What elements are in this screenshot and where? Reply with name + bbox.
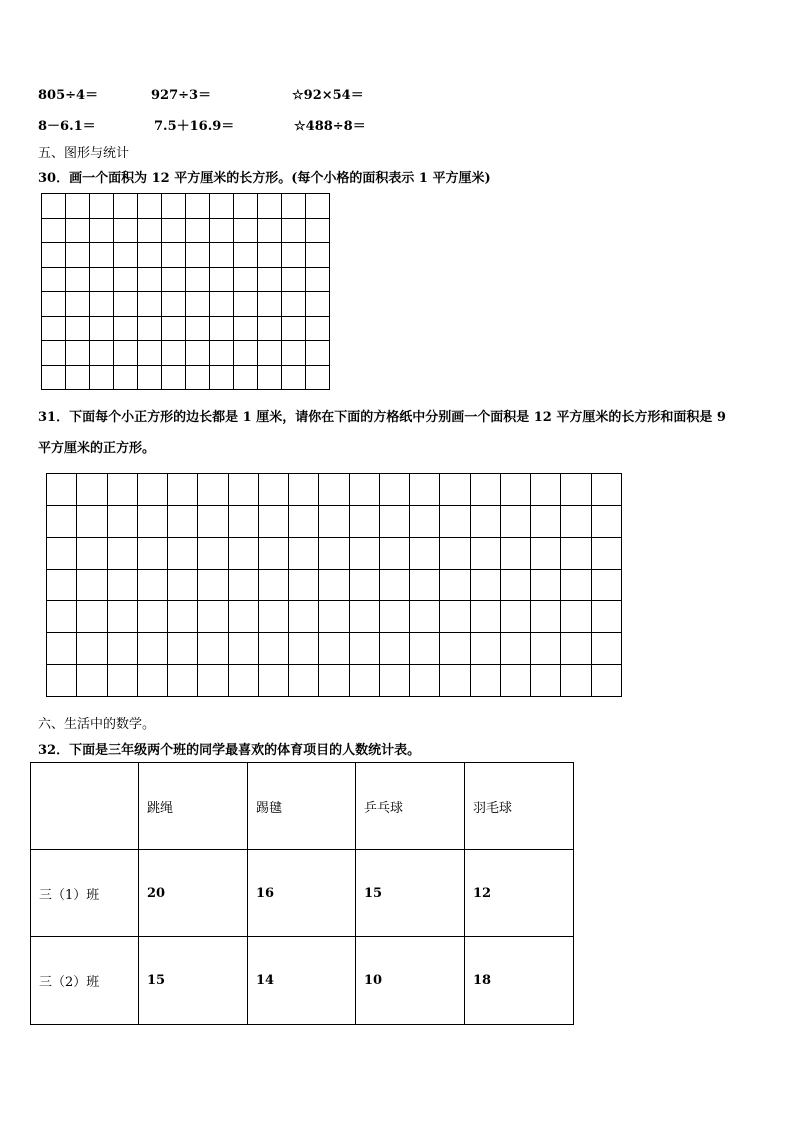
grid-row <box>42 316 330 341</box>
grid-cell[interactable] <box>258 537 288 569</box>
grid-cell[interactable] <box>319 601 349 633</box>
grid-cell[interactable] <box>440 474 470 506</box>
grid-cell[interactable] <box>47 633 77 665</box>
grid-cell[interactable] <box>234 341 258 366</box>
question-30: 30．画一个面积为 12 平方厘米的长方形。(每个小格的面积表示 1 平方厘米) <box>38 171 491 186</box>
section-title: 五、图形与统计 <box>38 146 130 161</box>
grid-cell[interactable] <box>228 505 258 537</box>
grid-cell[interactable] <box>470 474 500 506</box>
grid-cell[interactable] <box>258 267 282 292</box>
grid-cell[interactable] <box>90 365 114 390</box>
grid-cell[interactable] <box>258 194 282 219</box>
grid-cell[interactable] <box>42 316 66 341</box>
grid-cell[interactable] <box>258 316 282 341</box>
grid-cell[interactable] <box>137 665 167 697</box>
grid-cell[interactable] <box>228 633 258 665</box>
grid-cell[interactable] <box>90 194 114 219</box>
grid-cell[interactable] <box>66 365 90 390</box>
grid-cell[interactable] <box>168 569 198 601</box>
grid-cell[interactable] <box>282 341 306 366</box>
grid-cell[interactable] <box>47 474 77 506</box>
grid-cell[interactable] <box>107 601 137 633</box>
grid-cell[interactable] <box>228 665 258 697</box>
question-31: 31．下面每个小正方形的边长都是 1 厘米，请你在下面的方格纸中分别画一个面积是 12 平方厘米的长方形和面积是 9 <box>38 410 726 425</box>
grid-row <box>47 537 622 569</box>
grid-cell[interactable] <box>282 267 306 292</box>
grid-cell[interactable] <box>319 569 349 601</box>
grid-cell[interactable] <box>410 537 440 569</box>
grid-cell[interactable] <box>234 316 258 341</box>
grid-cell[interactable] <box>168 537 198 569</box>
table-cell: 18 <box>465 937 574 1025</box>
grid-cell[interactable] <box>47 569 77 601</box>
grid-cell[interactable] <box>410 569 440 601</box>
grid-cell[interactable] <box>410 633 440 665</box>
grid-cell[interactable] <box>258 218 282 243</box>
grid-cell[interactable] <box>531 665 561 697</box>
grid-row <box>42 194 330 219</box>
grid-cell[interactable] <box>500 569 530 601</box>
grid-cell[interactable] <box>186 194 210 219</box>
grid-cell[interactable] <box>470 665 500 697</box>
grid-cell[interactable] <box>289 474 319 506</box>
grid-cell[interactable] <box>531 505 561 537</box>
grid-cell[interactable] <box>114 292 138 317</box>
grid-cell[interactable] <box>168 633 198 665</box>
grid-cell[interactable] <box>282 316 306 341</box>
grid-cell[interactable] <box>186 267 210 292</box>
grid-cell[interactable] <box>410 474 440 506</box>
grid-cell[interactable] <box>561 665 591 697</box>
grid-cell[interactable] <box>198 537 228 569</box>
grid-cell[interactable] <box>114 316 138 341</box>
grid-cell[interactable] <box>470 537 500 569</box>
grid-cell[interactable] <box>282 194 306 219</box>
grid-cell[interactable] <box>137 537 167 569</box>
grid-cell[interactable] <box>228 474 258 506</box>
grid-cell[interactable] <box>186 218 210 243</box>
table-cell: 16 <box>248 850 356 937</box>
grid-cell[interactable] <box>531 633 561 665</box>
grid-cell[interactable] <box>349 633 379 665</box>
grid-cell[interactable] <box>289 569 319 601</box>
grid-cell[interactable] <box>258 601 288 633</box>
grid-cell[interactable] <box>137 569 167 601</box>
grid-cell[interactable] <box>258 633 288 665</box>
grid-cell[interactable] <box>561 537 591 569</box>
grid-cell[interactable] <box>42 243 66 268</box>
grid-cell[interactable] <box>440 633 470 665</box>
grid-cell[interactable] <box>186 316 210 341</box>
table-header-row <box>31 763 574 850</box>
grid-cell[interactable] <box>137 633 167 665</box>
grid-cell[interactable] <box>162 292 186 317</box>
grid-row <box>42 341 330 366</box>
grid-cell[interactable] <box>306 194 330 219</box>
table-row <box>31 850 574 937</box>
grid-cell[interactable] <box>319 633 349 665</box>
grid-row <box>47 665 622 697</box>
grid-cell[interactable] <box>77 633 107 665</box>
grid-cell[interactable] <box>210 316 234 341</box>
grid-cell[interactable] <box>440 537 470 569</box>
grid-cell[interactable] <box>137 505 167 537</box>
column-header: 跳绳 <box>139 763 248 850</box>
grid-cell[interactable] <box>440 601 470 633</box>
grid-cell[interactable] <box>114 365 138 390</box>
grid-cell[interactable] <box>306 316 330 341</box>
grid-cell[interactable] <box>228 537 258 569</box>
grid-cell[interactable] <box>138 292 162 317</box>
grid-cell[interactable] <box>234 365 258 390</box>
grid-cell[interactable] <box>138 194 162 219</box>
grid-cell[interactable] <box>42 267 66 292</box>
grid-cell[interactable] <box>289 665 319 697</box>
grid-cell[interactable] <box>66 194 90 219</box>
grid-cell[interactable] <box>349 474 379 506</box>
grid-cell[interactable] <box>198 665 228 697</box>
grid-cell[interactable] <box>198 474 228 506</box>
grid-cell[interactable] <box>440 569 470 601</box>
grid-row <box>47 601 622 633</box>
grid-cell[interactable] <box>500 537 530 569</box>
grid-cell[interactable] <box>107 633 137 665</box>
calc-item: ☆488÷8＝ <box>294 119 366 134</box>
grid-cell[interactable] <box>210 243 234 268</box>
grid-cell[interactable] <box>470 633 500 665</box>
grid-cell[interactable] <box>440 665 470 697</box>
grid-cell[interactable] <box>379 537 409 569</box>
grid-cell[interactable] <box>561 601 591 633</box>
grid-cell[interactable] <box>90 267 114 292</box>
grid-cell[interactable] <box>114 267 138 292</box>
grid-cell[interactable] <box>470 601 500 633</box>
grid-cell[interactable] <box>186 341 210 366</box>
grid-paper-2[interactable] <box>46 473 622 697</box>
grid-cell[interactable] <box>306 218 330 243</box>
grid-cell[interactable] <box>258 365 282 390</box>
calc-item: ☆92×54＝ <box>292 88 364 103</box>
row-label: 三（2）班 <box>31 937 139 1025</box>
grid-cell[interactable] <box>531 474 561 506</box>
grid-row <box>42 292 330 317</box>
grid-cell[interactable] <box>162 267 186 292</box>
grid-cell[interactable] <box>410 665 440 697</box>
grid-cell[interactable] <box>379 665 409 697</box>
grid-row <box>47 633 622 665</box>
grid-cell[interactable] <box>198 569 228 601</box>
grid-cell[interactable] <box>210 267 234 292</box>
grid-cell[interactable] <box>258 569 288 601</box>
grid-cell[interactable] <box>258 474 288 506</box>
table-row <box>31 937 574 1025</box>
grid-cell[interactable] <box>258 665 288 697</box>
grid-cell[interactable] <box>306 243 330 268</box>
grid-cell[interactable] <box>210 365 234 390</box>
grid-cell[interactable] <box>306 341 330 366</box>
grid-cell[interactable] <box>47 665 77 697</box>
grid-row <box>42 218 330 243</box>
question-32: 32．下面是三年级两个班的同学最喜欢的体育项目的人数统计表。 <box>38 743 421 758</box>
column-header: 羽毛球 <box>465 763 574 850</box>
grid-row <box>47 474 622 506</box>
grid-cell[interactable] <box>186 292 210 317</box>
grid-cell[interactable] <box>66 341 90 366</box>
grid-cell[interactable] <box>440 505 470 537</box>
grid-cell[interactable] <box>107 665 137 697</box>
grid-cell[interactable] <box>77 601 107 633</box>
grid-cell[interactable] <box>228 601 258 633</box>
grid-row <box>42 267 330 292</box>
grid-cell[interactable] <box>591 633 622 665</box>
grid-cell[interactable] <box>138 341 162 366</box>
grid-cell[interactable] <box>198 633 228 665</box>
section-title: 六、生活中的数学。 <box>38 717 156 732</box>
grid-cell[interactable] <box>379 601 409 633</box>
grid-cell[interactable] <box>319 505 349 537</box>
grid-cell[interactable] <box>210 218 234 243</box>
grid-cell[interactable] <box>289 537 319 569</box>
grid-cell[interactable] <box>107 474 137 506</box>
column-header: 乒乓球 <box>356 763 465 850</box>
grid-cell[interactable] <box>162 243 186 268</box>
grid-cell[interactable] <box>561 474 591 506</box>
grid-cell[interactable] <box>47 505 77 537</box>
grid-cell[interactable] <box>591 569 622 601</box>
grid-cell[interactable] <box>210 341 234 366</box>
grid-cell[interactable] <box>198 505 228 537</box>
grid-cell[interactable] <box>531 569 561 601</box>
grid-row <box>42 243 330 268</box>
grid-cell[interactable] <box>42 365 66 390</box>
grid-cell[interactable] <box>591 665 622 697</box>
grid-cell[interactable] <box>138 316 162 341</box>
grid-cell[interactable] <box>379 505 409 537</box>
grid-cell[interactable] <box>379 633 409 665</box>
grid-cell[interactable] <box>162 218 186 243</box>
sports-stats-table <box>30 762 574 1025</box>
grid-cell[interactable] <box>107 569 137 601</box>
grid-cell[interactable] <box>591 601 622 633</box>
grid-cell[interactable] <box>210 292 234 317</box>
grid-cell[interactable] <box>531 537 561 569</box>
table-cell: 15 <box>139 937 248 1025</box>
grid-cell[interactable] <box>138 365 162 390</box>
table-cell: 20 <box>139 850 248 937</box>
calc-item: 7.5＋16.9＝ <box>154 119 235 134</box>
grid-cell[interactable] <box>319 665 349 697</box>
table-cell: 10 <box>356 937 465 1025</box>
grid-cell[interactable] <box>47 537 77 569</box>
grid-cell[interactable] <box>66 243 90 268</box>
calc-item: 8－6.1＝ <box>38 119 96 134</box>
grid-cell[interactable] <box>42 194 66 219</box>
grid-cell[interactable] <box>162 341 186 366</box>
grid-cell[interactable] <box>591 537 622 569</box>
grid-cell[interactable] <box>234 218 258 243</box>
grid-cell[interactable] <box>349 665 379 697</box>
grid-cell[interactable] <box>90 292 114 317</box>
grid-cell[interactable] <box>42 292 66 317</box>
grid-cell[interactable] <box>107 505 137 537</box>
grid-cell[interactable] <box>77 474 107 506</box>
grid-cell[interactable] <box>66 292 90 317</box>
calc-item: 927÷3＝ <box>151 88 212 103</box>
grid-cell[interactable] <box>138 267 162 292</box>
grid-cell[interactable] <box>282 243 306 268</box>
grid-cell[interactable] <box>186 243 210 268</box>
grid-row <box>47 569 622 601</box>
grid-cell[interactable] <box>77 665 107 697</box>
grid-cell[interactable] <box>289 601 319 633</box>
row-label: 三（1）班 <box>31 850 139 937</box>
grid-cell[interactable] <box>319 474 349 506</box>
grid-cell[interactable] <box>47 601 77 633</box>
grid-cell[interactable] <box>162 194 186 219</box>
table-cell: 14 <box>248 937 356 1025</box>
grid-cell[interactable] <box>234 267 258 292</box>
grid-cell[interactable] <box>410 601 440 633</box>
grid-cell[interactable] <box>114 243 138 268</box>
grid-cell[interactable] <box>289 633 319 665</box>
grid-cell[interactable] <box>234 243 258 268</box>
grid-cell[interactable] <box>107 537 137 569</box>
grid-cell[interactable] <box>77 505 107 537</box>
grid-cell[interactable] <box>379 474 409 506</box>
grid-cell[interactable] <box>282 292 306 317</box>
grid-cell[interactable] <box>561 569 591 601</box>
grid-cell[interactable] <box>258 243 282 268</box>
grid-cell[interactable] <box>282 365 306 390</box>
grid-cell[interactable] <box>234 194 258 219</box>
grid-cell[interactable] <box>258 341 282 366</box>
grid-cell[interactable] <box>114 194 138 219</box>
grid-cell[interactable] <box>66 218 90 243</box>
grid-cell[interactable] <box>306 267 330 292</box>
grid-cell[interactable] <box>306 292 330 317</box>
grid-cell[interactable] <box>138 218 162 243</box>
grid-cell[interactable] <box>561 505 591 537</box>
grid-cell[interactable] <box>42 218 66 243</box>
grid-cell[interactable] <box>470 505 500 537</box>
table-cell: 12 <box>465 850 574 937</box>
question-31-cont: 平方厘米的正方形。 <box>38 441 156 456</box>
grid-cell[interactable] <box>168 601 198 633</box>
grid-cell[interactable] <box>500 633 530 665</box>
grid-cell[interactable] <box>137 601 167 633</box>
grid-row <box>42 365 330 390</box>
grid-cell[interactable] <box>306 365 330 390</box>
grid-cell[interactable] <box>349 601 379 633</box>
grid-cell[interactable] <box>258 505 288 537</box>
grid-cell[interactable] <box>531 601 561 633</box>
grid-cell[interactable] <box>137 474 167 506</box>
grid-cell[interactable] <box>162 365 186 390</box>
grid-cell[interactable] <box>66 267 90 292</box>
grid-cell[interactable] <box>500 665 530 697</box>
grid-cell[interactable] <box>349 537 379 569</box>
grid-cell[interactable] <box>168 474 198 506</box>
column-header: 踢毽 <box>248 763 356 850</box>
grid-cell[interactable] <box>77 537 107 569</box>
grid-cell[interactable] <box>319 537 349 569</box>
grid-cell[interactable] <box>42 341 66 366</box>
grid-cell[interactable] <box>289 505 319 537</box>
grid-cell[interactable] <box>561 633 591 665</box>
grid-cell[interactable] <box>349 569 379 601</box>
grid-cell[interactable] <box>258 292 282 317</box>
grid-cell[interactable] <box>168 505 198 537</box>
grid-row <box>47 505 622 537</box>
grid-cell[interactable] <box>228 569 258 601</box>
grid-cell[interactable] <box>210 194 234 219</box>
grid-cell[interactable] <box>349 505 379 537</box>
grid-cell[interactable] <box>114 218 138 243</box>
grid-paper-1[interactable] <box>41 193 330 390</box>
grid-cell[interactable] <box>186 365 210 390</box>
grid-cell[interactable] <box>90 243 114 268</box>
grid-cell[interactable] <box>500 474 530 506</box>
grid-cell[interactable] <box>90 341 114 366</box>
grid-cell[interactable] <box>282 218 306 243</box>
grid-cell[interactable] <box>591 505 622 537</box>
grid-cell[interactable] <box>500 601 530 633</box>
grid-cell[interactable] <box>500 505 530 537</box>
grid-cell[interactable] <box>234 292 258 317</box>
grid-cell[interactable] <box>90 316 114 341</box>
grid-cell[interactable] <box>410 505 440 537</box>
grid-cell[interactable] <box>77 569 107 601</box>
calc-item: 805÷4＝ <box>38 88 99 103</box>
grid-cell[interactable] <box>90 218 114 243</box>
grid-cell[interactable] <box>114 341 138 366</box>
grid-cell[interactable] <box>198 601 228 633</box>
grid-cell[interactable] <box>379 569 409 601</box>
grid-cell[interactable] <box>66 316 90 341</box>
grid-cell[interactable] <box>470 569 500 601</box>
table-corner-cell <box>31 763 139 850</box>
grid-cell[interactable] <box>168 665 198 697</box>
grid-cell[interactable] <box>162 316 186 341</box>
table-cell: 15 <box>356 850 465 937</box>
grid-cell[interactable] <box>591 474 622 506</box>
grid-cell[interactable] <box>138 243 162 268</box>
